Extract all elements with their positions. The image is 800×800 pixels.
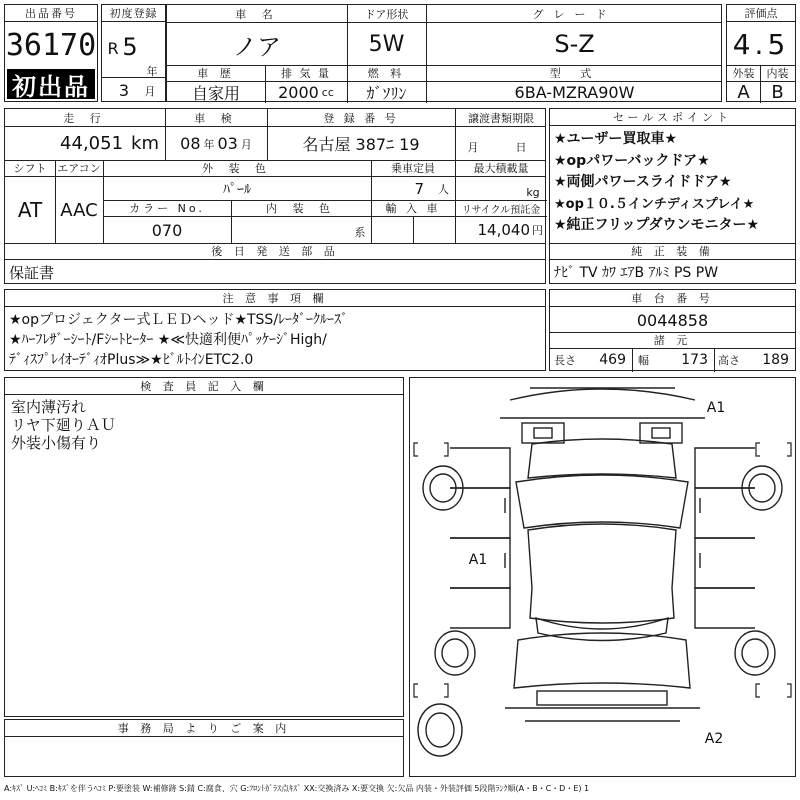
first-reg-label: 初度登録 [102,5,165,22]
inspector-line: 室内薄汚れ [11,398,87,416]
color-no: 070 [151,220,183,240]
lot-no-label: 出品番号 [5,5,97,22]
height [714,349,795,371]
inspector-box [4,377,404,717]
first-reg-month: 3 [118,80,130,100]
sales-point-item: ★op１０.５インチディスプレイ★ [554,196,755,212]
inspection-date [165,127,267,160]
insp-month-unit: 月 [240,137,252,151]
km-unit: km [131,133,159,154]
width [632,349,714,371]
lot-box [4,4,98,102]
person-unit: 人 [438,182,449,196]
notes-line: ★opプロジェクター式ＬＥＤヘッド★TSS/ﾚｰﾀﾞｰｸﾙｰｽﾞ [9,312,349,328]
length-value: 469 [599,352,626,368]
int-color-unit: 系 [354,226,366,239]
notes-line: ﾃﾞｨｽﾌﾟﾚｲｵｰﾃﾞｨｵPlus≫★ﾋﾞﾙﾄｲﾝETC2.0 [9,352,254,368]
door-type: 5W [368,31,405,57]
ext-color: ﾊﾟｰﾙ [223,181,251,198]
era: R [107,38,119,58]
grade: S-Z [554,30,595,58]
car-name: ノア [233,32,281,61]
mileage-value: 44,051 [60,133,124,154]
office-label: 事 務 局 よ り ご 案 内 [5,720,403,737]
shift-label: シフト [13,162,47,175]
transfer-month-unit: 月 [467,141,479,154]
score: 4.5 [732,27,790,61]
sales-points-box [549,108,796,284]
sales-point-item: ★純正フリップダウンモニター★ [554,217,760,233]
ext-color-label: 外 装 色 [202,162,272,175]
history-label: 車 歴 [197,67,235,80]
sales-point-list [554,129,759,237]
mileage [5,127,165,160]
equipment: ﾅﾋﾞ TV ｶﾜ ｴｱB ｱﾙﾐ PS PW [554,265,719,281]
transfer-day-unit: 日 [515,141,527,154]
year-unit: 年 [146,65,158,78]
max-load-label: 最大積載量 [473,162,529,175]
front-bumper [500,388,705,443]
door-label: ドア形状 [364,7,409,21]
tires [418,466,782,756]
rear [505,633,700,721]
aircon: AAC [60,199,98,221]
insp-year: 08 [180,134,201,153]
notes-label: 注 意 事 項 欄 [5,290,545,307]
inspector-line: 外装小傷有り [11,434,102,452]
score-box [726,4,796,102]
damage-mark-rear: A2 [704,731,724,747]
recycle-value: 14,040 [477,221,530,239]
import-label: 輸 入 車 [385,202,441,215]
damage-mark-front: A1 [706,400,726,416]
insp-year-unit: 年 [203,137,215,151]
first-listing-badge: 初出品 [7,69,95,99]
exterior-grade: A [737,82,750,103]
displacement [265,82,347,103]
width-value: 173 [681,352,708,368]
lot-no: 36170 [5,27,97,63]
height-value: 189 [762,352,789,368]
int-color-label: 内 装 色 [266,202,336,215]
chassis-box [549,289,796,371]
chassis-no: 0044858 [636,310,709,330]
damage-diagram [409,377,796,777]
later-parts-label: 後 日 発 送 部 品 [211,245,339,258]
color-no-label: カラー No. [129,202,205,215]
fuel-label: 燃 料 [367,67,406,80]
kg-unit: kg [526,185,540,199]
history: 自家用 [191,84,240,103]
car-diagram-svg [410,378,795,776]
inspector-label: 検 査 員 記 入 欄 [5,378,403,395]
length [550,349,632,371]
inspector-line: リヤ下廻りＡＵ [11,416,116,434]
reg-no-label: 登 録 番 号 [323,111,399,125]
width-label: 幅 [638,354,649,367]
notes-line: ★ﾊｰﾌﾚｻﾞｰｼｰﾄ/Fｼｰﾄﾋｰﾀｰ ★≪快適利便ﾊﾟｯｹｰｼﾞHigh/ [9,332,327,348]
main-spec-box [166,4,722,102]
interior-label: 内装 [766,67,789,80]
sales-point-item: ★両側パワースライドドア★ [554,174,732,190]
office-box [4,719,404,777]
later-parts: 保証書 [9,263,55,282]
bracket-marks [414,443,791,697]
ac-label: エアコン [57,162,101,175]
first-reg-box [101,4,166,102]
score-label: 評価点 [727,5,795,22]
displacement-label: 排 気 量 [281,67,331,80]
roof [528,524,676,641]
mileage-label: 走 行 [63,111,107,125]
transfer-label: 譲渡書類期限 [468,111,534,125]
displacement-value: 2000 [278,83,319,102]
dims-label: 諸 元 [653,334,692,347]
recycle-fee [455,217,547,243]
month-unit: 月 [144,85,156,98]
interior-grade: B [771,82,784,103]
fuel: ｶﾞｿﾘﾝ [366,84,407,103]
hood [516,439,688,528]
inspector-text [11,398,116,452]
legend-footer: A:ｷｽﾞ U:ﾍｺﾐ B:ｷｽﾞを伴うﾍｺﾐ P:要塗装 W:補修跡 S:錆 C:腐食、穴 G:ﾌﾛﾝﾄｶﾞﾗｽ点ｷｽﾞ XX:交換済み X:要交換 欠:欠品 内装・外装評価 5段階ﾗﾝｸ順(A・B・C・D・E) 1 [4,783,590,793]
exterior-label: 外装 [732,67,755,80]
sales-point-item: ★ユーザー買取車★ [554,131,678,147]
damage-mark-left: A1 [468,552,488,568]
chassis-label: 車 台 番 号 [550,290,795,307]
model-label: 型 式 [549,67,600,80]
equipment-label: 純 正 装 備 [631,245,714,258]
capacity [371,177,455,200]
shift: AT [17,198,43,222]
inspection-label: 車 検 [194,111,238,125]
capacity-value: 7 [414,179,424,198]
model-code: 6BA-MZRA90W [514,83,635,102]
insp-month: 03 [217,134,238,153]
recycle-label: リサイクル預託金 [461,204,541,216]
height-label: 高さ [718,354,740,367]
length-label: 長さ [554,354,576,367]
notes-box [4,289,546,371]
yen-unit: 円 [532,224,543,237]
car-name-label: 車 名 [235,7,279,21]
sales-point-item: ★opパワーバックドア★ [554,152,710,169]
sales-points-label: セールスポイント [550,109,795,126]
reg-no: 名古屋 387ﾆ 19 [302,135,420,154]
notes-text [9,310,348,370]
cc-unit: cc [321,86,334,99]
detail-box [4,108,546,284]
grade-label: グレード [532,7,617,21]
era-year: 5 [122,33,138,61]
capacity-label: 乗車定員 [391,162,435,175]
